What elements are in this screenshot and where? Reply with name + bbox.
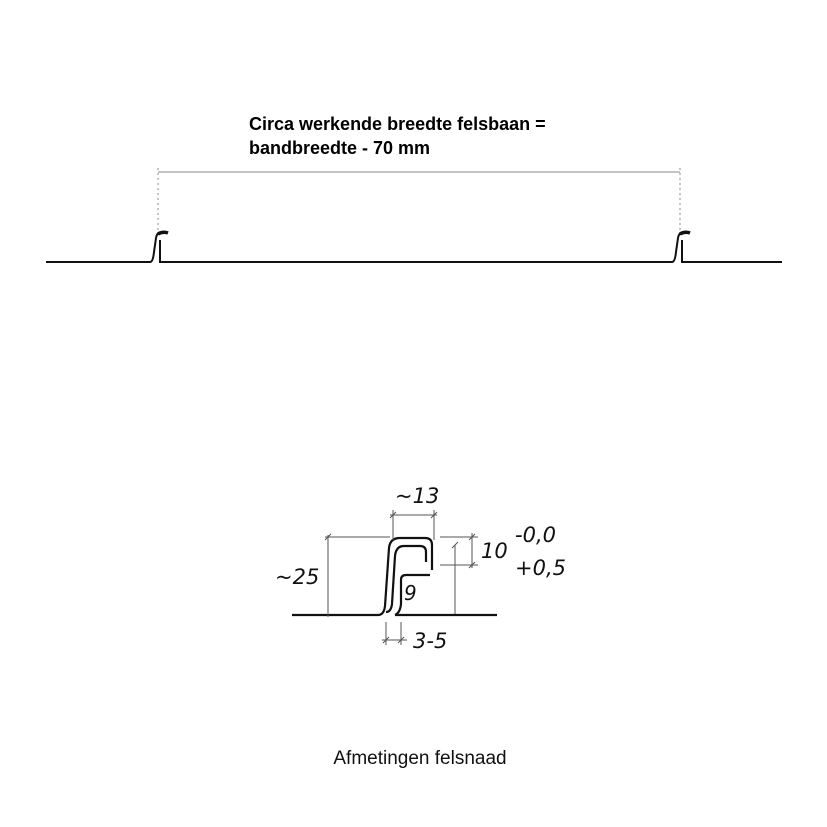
working-width-dimension bbox=[158, 168, 680, 235]
seam-width-label: ~13 bbox=[395, 484, 440, 508]
seam-detail-profile bbox=[292, 538, 497, 615]
inner-height-label: 9 bbox=[404, 581, 417, 605]
tolerance-plus-label: +0,5 bbox=[515, 556, 566, 580]
working-width-line1: Circa werkende breedte felsbaan = bbox=[249, 114, 546, 134]
detail-caption: Afmetingen felsnaad bbox=[333, 748, 507, 769]
seam-height-label: ~25 bbox=[275, 565, 320, 589]
panel-profile bbox=[46, 232, 782, 262]
seam-right bbox=[680, 232, 690, 234]
base-width-label: 3-5 bbox=[413, 629, 448, 653]
fold-height-label: 10 bbox=[481, 539, 508, 563]
tolerance-minus-label: -0,0 bbox=[515, 523, 556, 547]
seam-left bbox=[158, 232, 168, 234]
working-width-line2: bandbreedte - 70 mm bbox=[249, 138, 431, 158]
